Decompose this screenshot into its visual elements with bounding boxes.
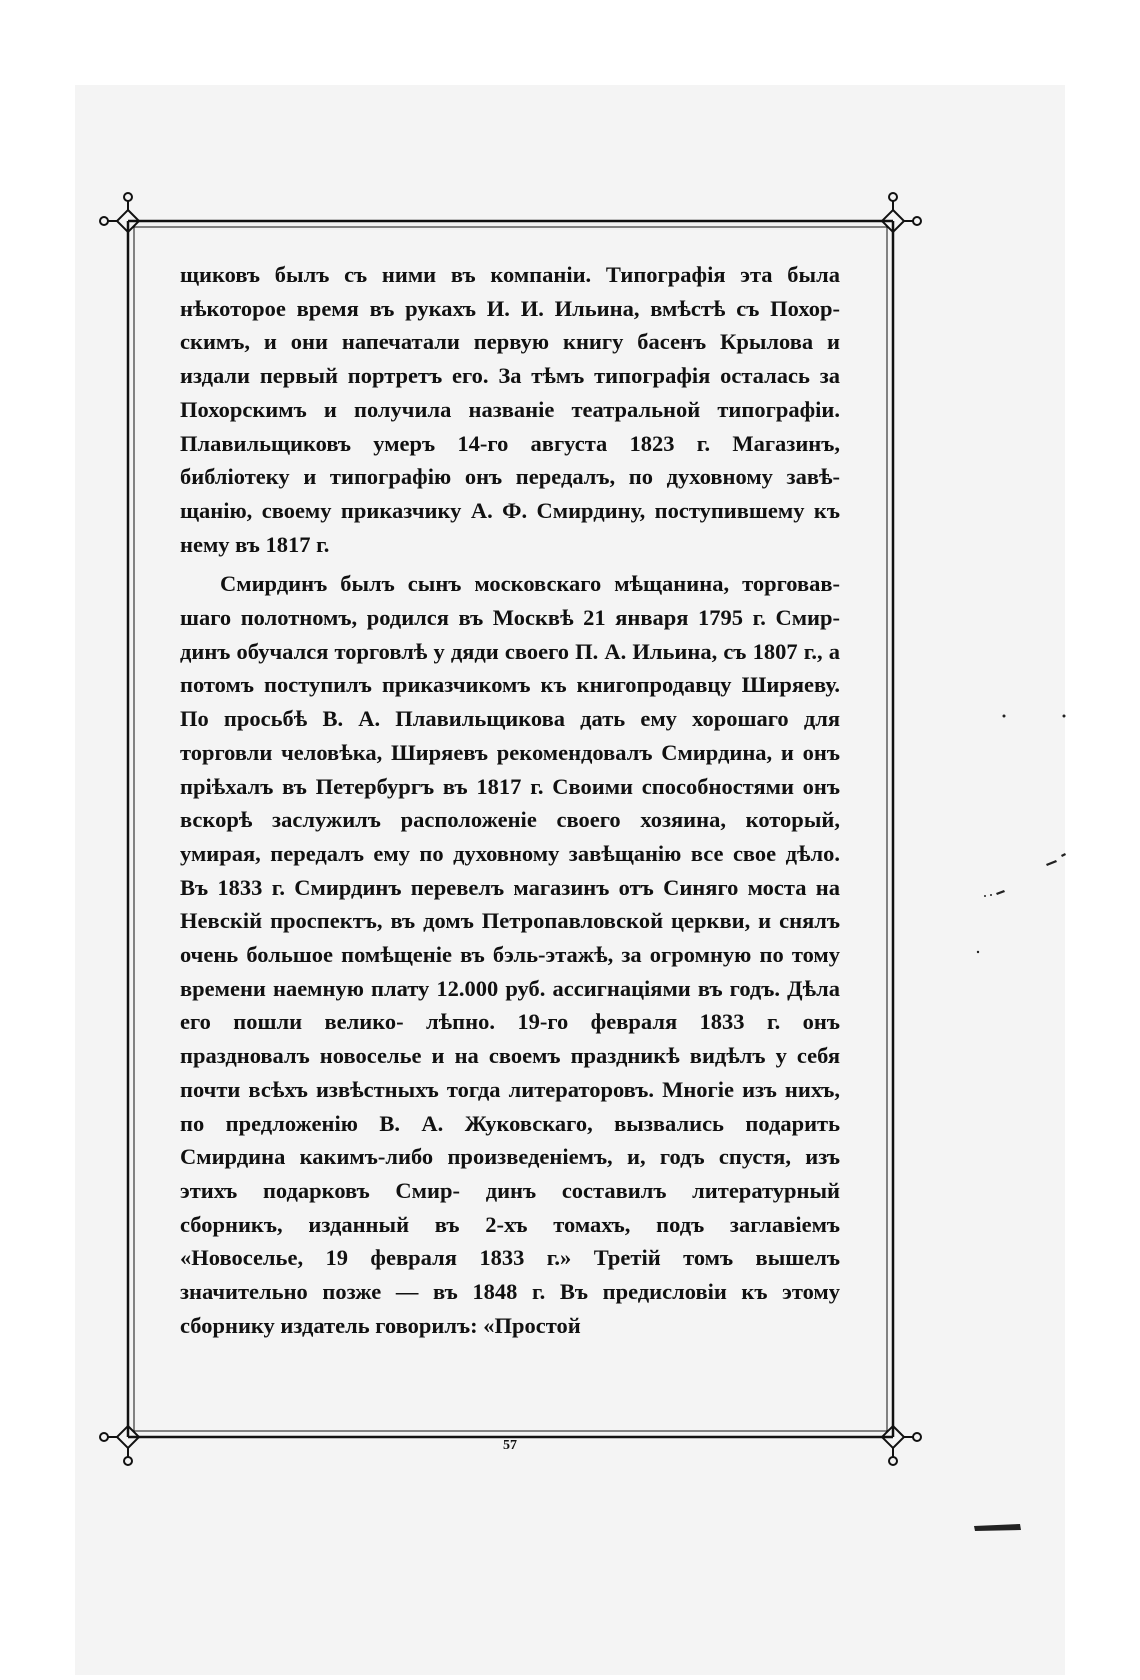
text-line: Смирдинъ былъ сынъ московскаго мѣщанина, торговав- — [220, 571, 840, 597]
text-line: лѣпно. 19-го февраля 1833 г. онъ праздновалъ новоселье и — [180, 1009, 840, 1069]
text-line: нѣкоторое время въ рукахъ И. И. Ильина, вмѣстѣ съ Похор- — [180, 295, 840, 321]
page-number: 57 — [503, 1438, 517, 1453]
text-line: скимъ, и они напечатали первую книгу басенъ Крылова и — [180, 329, 840, 355]
text-line: на своемъ праздникѣ видѣлъ у себя почти всѣхъ извѣстныхъ — [180, 1043, 841, 1102]
text-line: произведеніемъ, и, годъ спустя, изъ этихъ подарковъ Смир- — [180, 1144, 841, 1203]
text-line: способностями онъ вскорѣ заслужилъ расположеніе своего — [180, 773, 841, 833]
text-line: магазинъ отъ Синяго моста на Невскій проспектъ, въ домъ — [180, 874, 840, 934]
text-line: библіотеку и типографію онъ передалъ, по духовному завѣ- — [180, 464, 840, 490]
text-line: динъ составилъ литературный сборникъ, изданный въ 2-хъ — [180, 1177, 840, 1237]
text-line: динъ обучался торговлѣ у дяди своего П. А. Ильина, съ — [180, 638, 747, 664]
text-line: Плавильщиковъ умеръ 14-го августа 1823 г. Магазинъ, — [180, 430, 840, 456]
text-line: Жуковскаго, вызвались подарить Смирдина какимъ-либо — [180, 1110, 841, 1170]
text-line: Ширяеву. По просьбѣ В. А. Плавильщикова дать ему — [180, 672, 840, 732]
text-line: шаго полотномъ, родился въ Москвѣ 21 января 1795 г. Смир- — [180, 605, 840, 631]
text-line: томахъ, подъ заглавіемъ «Новоселье, 19 февраля 1833 г.» — [180, 1211, 841, 1271]
text-line: 1807 г., а потомъ поступилъ приказчикомъ къ книгопродавцу — [180, 638, 841, 698]
text-line: Похорскимъ и получила названіе театральной типографіи. — [180, 396, 840, 422]
text-line: хозяина, который, умирая, передалъ ему по духовному — [180, 807, 840, 866]
text-line: Смирдина, и онъ пріѣхалъ въ Петербургъ въ 1817 г. Своими — [180, 739, 840, 799]
text-line: тогда литераторовъ. Многіе изъ нихъ, по предложенію В. А. — [180, 1076, 840, 1136]
text-line: къ нему въ 1817 г. — [180, 497, 840, 557]
text-line: 12.000 руб. ассигнаціями въ годъ. Дѣла его пошли велико- — [180, 975, 840, 1035]
text-line: завѣщанію все свое дѣло. Въ 1833 г. Смирдинъ перевелъ — [180, 840, 840, 900]
text-line: хорошаго для торговли человѣка, Ширяевъ рекомендовалъ — [180, 706, 840, 765]
text-line: Третій томъ вышелъ значительно позже — въ 1848 г. Въ — [180, 1245, 840, 1305]
text-line: щиковъ былъ съ ними въ компаніи. Типографія эта была — [180, 262, 840, 287]
text-line: щанію, своему приказчику А. Ф. Смирдину, поступившему — [180, 497, 805, 523]
text-line: издали первый портретъ его. За тѣмъ типографія осталась за — [180, 363, 840, 389]
text-line: Петропавловской церкви, и снялъ очень большое помѣщеніе — [180, 908, 840, 968]
text-line: предисловіи къ этому сборнику издатель говорилъ: «Простой — [180, 1279, 841, 1338]
text-line: въ бэль-этажѣ, за огромную по тому времени наемную плату — [180, 942, 840, 1001]
